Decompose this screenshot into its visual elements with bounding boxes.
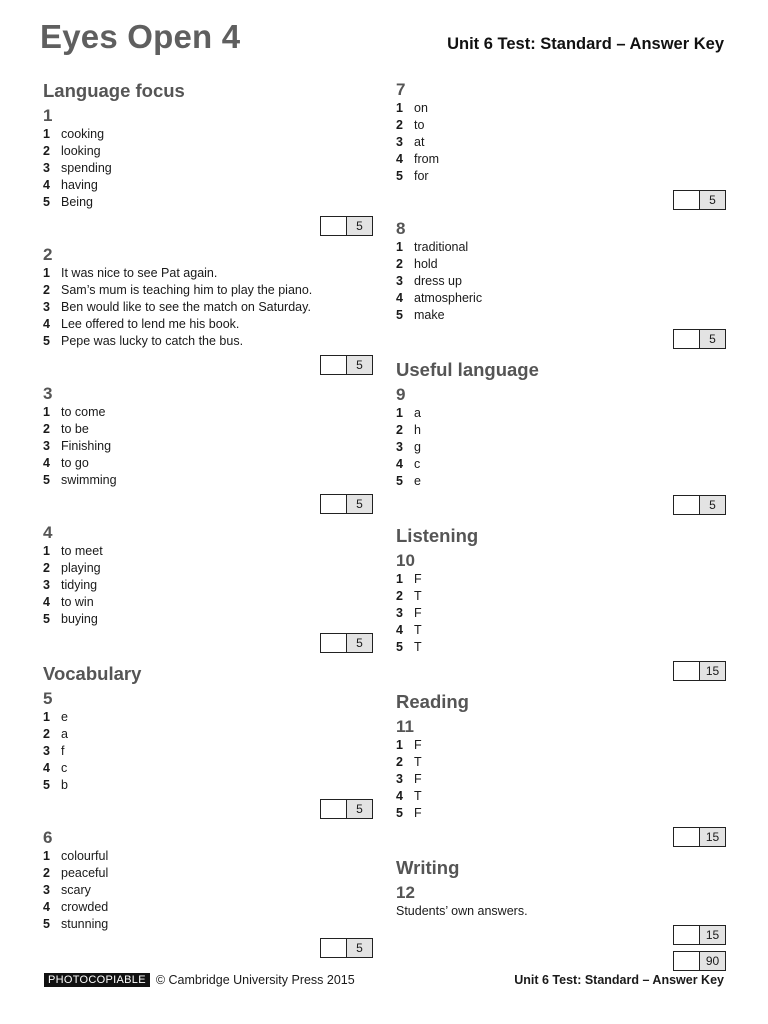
section-title: Reading: [396, 691, 469, 712]
score-row: [43, 633, 373, 655]
answer-text: c: [414, 457, 421, 471]
answer-item: [396, 456, 726, 473]
item-number: 3: [396, 274, 403, 288]
score-box: [320, 938, 373, 958]
answer-text: to meet: [61, 544, 103, 558]
footer-left: [44, 973, 355, 987]
answer-text: make: [414, 308, 445, 322]
answer-text: swimming: [61, 473, 117, 487]
answer-item: [43, 455, 373, 472]
score-value: 5: [347, 495, 372, 513]
score-row: [43, 938, 373, 960]
exercise: [43, 827, 373, 960]
answer-item: [396, 588, 726, 605]
answer-item: [396, 273, 726, 290]
answer-item: [43, 126, 373, 143]
item-number: 2: [43, 727, 50, 741]
answer-item: [43, 560, 373, 577]
answer-text: at: [414, 135, 425, 149]
exercise-number: 4: [43, 523, 53, 542]
answer-item: [43, 777, 373, 794]
answer-text: traditional: [414, 240, 469, 254]
answer-list: [43, 709, 373, 794]
answer-text: Sam’s mum is teaching him to play the piano.: [61, 283, 313, 297]
item-number: 2: [43, 283, 50, 297]
answer-text: e: [414, 474, 421, 488]
score-box: [320, 494, 373, 514]
exercise: [396, 79, 726, 212]
item-number: 1: [43, 405, 50, 419]
exercise: [43, 688, 373, 821]
exercise: [396, 384, 726, 517]
answer-item: [43, 421, 373, 438]
score-value: 15: [700, 662, 725, 680]
score-blank[interactable]: [321, 634, 347, 652]
item-number: 3: [43, 883, 50, 897]
footer-title: Unit 6 Test: Standard – Answer Key: [514, 973, 724, 987]
score-box: [673, 925, 726, 945]
answer-text: atmospheric: [414, 291, 483, 305]
item-number: 3: [43, 439, 50, 453]
score-value: 5: [347, 634, 372, 652]
answer-text: g: [414, 440, 421, 454]
answer-text: T: [414, 640, 422, 654]
score-value: 15: [700, 926, 725, 944]
section-title: Listening: [396, 525, 479, 546]
answer-text: to go: [61, 456, 89, 470]
answer-text: having: [61, 178, 98, 192]
score-row: [396, 495, 726, 517]
item-number: 2: [396, 755, 403, 769]
answer-list: [396, 100, 726, 185]
item-number: 3: [43, 578, 50, 592]
answer-item: [396, 290, 726, 307]
answer-item: [396, 151, 726, 168]
answer-item: [396, 439, 726, 456]
answer-text: Being: [61, 195, 93, 209]
answer-item: [43, 709, 373, 726]
score-value: 5: [347, 217, 372, 235]
item-number: 2: [43, 422, 50, 436]
answer-text: peaceful: [61, 866, 109, 880]
answer-item: [43, 160, 373, 177]
answer-item: [396, 100, 726, 117]
item-number: 4: [396, 623, 403, 637]
answer-text: looking: [61, 144, 101, 158]
exercise-number: 3: [43, 384, 53, 403]
item-number: 4: [396, 789, 403, 803]
answer-text: crowded: [61, 900, 109, 914]
section-title: Writing: [396, 857, 460, 878]
answer-item: [43, 577, 373, 594]
answer-item: [396, 307, 726, 324]
answer-text: a: [414, 406, 421, 420]
answer-list: [43, 265, 373, 350]
score-blank[interactable]: [321, 217, 347, 235]
answer-text: F: [414, 606, 422, 620]
score-box: [320, 355, 373, 375]
answer-text: T: [414, 789, 422, 803]
answer-item: [43, 438, 373, 455]
item-number: 3: [396, 440, 403, 454]
item-number: 5: [43, 917, 50, 931]
answer-text: a: [61, 727, 68, 741]
item-number: 5: [43, 195, 50, 209]
answer-item: [43, 143, 373, 160]
answer-list: [43, 404, 373, 489]
score-row: [43, 355, 373, 377]
item-number: 3: [43, 744, 50, 758]
item-number: 4: [396, 152, 403, 166]
item-number: 1: [396, 572, 403, 586]
copyright: © Cambridge University Press 2015: [155, 973, 355, 987]
answer-item: [43, 265, 373, 282]
score-blank[interactable]: [321, 800, 347, 818]
answer-text: T: [414, 623, 422, 637]
answer-item: [396, 473, 726, 490]
section-title: Useful language: [396, 359, 539, 380]
answer-text: Students’ own answers.: [396, 904, 528, 918]
score-row: [43, 494, 373, 516]
answer-item: [396, 805, 726, 822]
item-number: 4: [43, 317, 50, 331]
answer-text: to come: [61, 405, 106, 419]
answer-text: buying: [61, 612, 98, 626]
answer-text: F: [414, 572, 422, 586]
score-row: [396, 925, 726, 947]
answer-text: colourful: [61, 849, 109, 863]
item-number: 5: [43, 473, 50, 487]
answer-text: stunning: [61, 917, 109, 931]
answer-item: [43, 916, 373, 933]
answer-item: [396, 605, 726, 622]
answer-item: [396, 422, 726, 439]
answer-item: [396, 256, 726, 273]
answer-item: [396, 239, 726, 256]
answer-item: [43, 594, 373, 611]
item-number: 1: [43, 266, 50, 280]
item-number: 1: [43, 127, 50, 141]
score-blank[interactable]: [674, 330, 700, 348]
doc-title: Unit 6 Test: Standard – Answer Key: [447, 35, 724, 53]
exercise-number: 6: [43, 828, 53, 847]
exercise: [43, 383, 373, 516]
total-box: [673, 951, 726, 971]
item-number: 1: [396, 738, 403, 752]
answer-text: b: [61, 778, 68, 792]
answer-text: tidying: [61, 578, 98, 592]
score-box: [320, 216, 373, 236]
answer-text: It was nice to see Pat again.: [61, 266, 218, 280]
answer-item: [396, 134, 726, 151]
score-value: 5: [347, 800, 372, 818]
score-value: 5: [347, 356, 372, 374]
score-blank[interactable]: [321, 356, 347, 374]
answer-text: to be: [61, 422, 89, 436]
total-value: 90: [700, 952, 725, 970]
score-blank[interactable]: [321, 939, 347, 957]
exercise-number: 1: [43, 106, 53, 125]
total-row: [396, 951, 726, 973]
answer-text: Finishing: [61, 439, 112, 453]
item-number: 3: [43, 300, 50, 314]
answer-item: [396, 622, 726, 639]
answer-item: [396, 117, 726, 134]
exercise-number: 5: [43, 689, 53, 708]
answer-item: [43, 726, 373, 743]
item-number: 2: [43, 144, 50, 158]
answer-text: scary: [61, 883, 91, 897]
item-number: 5: [396, 308, 403, 322]
answer-text: h: [414, 423, 421, 437]
item-number: 2: [396, 589, 403, 603]
right-column: [396, 78, 726, 979]
exercise-number: 11: [396, 717, 414, 736]
exercise: [396, 716, 726, 849]
answer-text: F: [414, 806, 422, 820]
item-number: 2: [43, 866, 50, 880]
answer-item: [43, 882, 373, 899]
answer-item: [43, 743, 373, 760]
answer-text: e: [61, 710, 68, 724]
score-row: [396, 661, 726, 683]
book-title: Eyes Open 4: [40, 18, 241, 55]
score-value: 5: [700, 191, 725, 209]
answer-text: F: [414, 772, 422, 786]
exercise-number: 9: [396, 385, 406, 404]
answer-list: [43, 543, 373, 628]
answer-item: [396, 405, 726, 422]
exercise-number: 7: [396, 80, 406, 99]
score-row: [43, 799, 373, 821]
answer-item: [43, 194, 373, 211]
left-column: [43, 78, 373, 966]
score-blank[interactable]: [674, 926, 700, 944]
exercise: [43, 105, 373, 238]
exercise: [43, 522, 373, 655]
answer-text: c: [61, 761, 68, 775]
score-row: [396, 827, 726, 849]
answer-text: on: [414, 101, 428, 115]
answer-text: Pepe was lucky to catch the bus.: [61, 334, 244, 348]
exercise: [396, 218, 726, 351]
answer-item: [396, 771, 726, 788]
item-number: 1: [396, 240, 403, 254]
score-box: [673, 661, 726, 681]
item-number: 5: [396, 169, 403, 183]
answer-item: [396, 168, 726, 185]
answer-item: [396, 754, 726, 771]
item-number: 4: [43, 178, 50, 192]
answer-text: from: [414, 152, 439, 166]
item-number: 5: [396, 474, 403, 488]
answer-item: [396, 737, 726, 754]
answer-list: [396, 239, 726, 324]
answer-item: [396, 639, 726, 656]
answer-list: [396, 737, 726, 822]
answer-item: [43, 177, 373, 194]
item-number: 4: [396, 291, 403, 305]
item-number: 5: [43, 612, 50, 626]
answer-item: [43, 333, 373, 350]
item-number: 3: [396, 606, 403, 620]
item-number: 1: [43, 849, 50, 863]
answer-item: [43, 848, 373, 865]
answer-item: [43, 543, 373, 560]
item-number: 5: [396, 640, 403, 654]
answer-text: T: [414, 755, 422, 769]
answer-text: Ben would like to see the match on Saturday.: [61, 300, 311, 314]
score-box: [673, 495, 726, 515]
score-value: 5: [700, 496, 725, 514]
score-row: [396, 190, 726, 212]
score-blank[interactable]: [674, 496, 700, 514]
item-number: 5: [43, 778, 50, 792]
answer-text: F: [414, 738, 422, 752]
answer-text: cooking: [61, 127, 105, 141]
score-blank[interactable]: [674, 662, 700, 680]
score-value: 5: [347, 939, 372, 957]
item-number: 3: [43, 161, 50, 175]
answer-text: spending: [61, 161, 112, 175]
answer-text: to win: [61, 595, 94, 609]
answer-item: [43, 899, 373, 916]
exercise: [396, 550, 726, 683]
item-number: 2: [43, 561, 50, 575]
score-box: [320, 799, 373, 819]
item-number: 1: [396, 101, 403, 115]
total-blank[interactable]: [674, 952, 700, 970]
score-box: [673, 329, 726, 349]
item-number: 3: [396, 135, 403, 149]
answer-text: hold: [414, 257, 438, 271]
item-number: 4: [396, 457, 403, 471]
item-number: 2: [396, 423, 403, 437]
exercise-number: 8: [396, 219, 406, 238]
answer-item: [396, 571, 726, 588]
section-title: Vocabulary: [43, 663, 142, 684]
answer-text: T: [414, 589, 422, 603]
answer-list: [396, 405, 726, 490]
answer-item: [43, 611, 373, 628]
score-value: 15: [700, 828, 725, 846]
item-number: 1: [43, 544, 50, 558]
answer-item: [43, 865, 373, 882]
answer-text: playing: [61, 561, 101, 575]
exercise: [43, 244, 373, 377]
exercise-number: 2: [43, 245, 53, 264]
section-title: Language focus: [43, 80, 185, 101]
score-box: [320, 633, 373, 653]
exercise-12: [396, 882, 726, 973]
score-row: [43, 216, 373, 238]
answer-text: f: [61, 744, 65, 758]
item-number: 1: [396, 406, 403, 420]
answer-text: to: [414, 118, 425, 132]
item-number: 4: [43, 900, 50, 914]
answer-text: for: [414, 169, 429, 183]
score-box: [673, 190, 726, 210]
answer-item: [43, 282, 373, 299]
answer-list: [396, 571, 726, 656]
answer-item: [43, 316, 373, 333]
answer-item: [43, 299, 373, 316]
exercise-number: 12: [396, 883, 415, 902]
item-number: 5: [43, 334, 50, 348]
score-blank[interactable]: [674, 828, 700, 846]
answer-list: [43, 126, 373, 211]
item-number: 1: [43, 710, 50, 724]
answer-item: [396, 788, 726, 805]
answer-item: [43, 760, 373, 777]
answer-item: [43, 472, 373, 489]
item-number: 3: [396, 772, 403, 786]
answer-item: [43, 404, 373, 421]
item-number: 2: [396, 257, 403, 271]
answer-text: Lee offered to lend me his book.: [61, 317, 240, 331]
score-value: 5: [700, 330, 725, 348]
exercise-number: 10: [396, 551, 415, 570]
item-number: 4: [43, 761, 50, 775]
score-row: [396, 329, 726, 351]
photocopiable-badge: PHOTOCOPIABLE: [44, 973, 150, 987]
item-number: 2: [396, 118, 403, 132]
score-box: [673, 827, 726, 847]
item-number: 4: [43, 456, 50, 470]
item-number: 4: [43, 595, 50, 609]
score-blank[interactable]: [674, 191, 700, 209]
score-blank[interactable]: [321, 495, 347, 513]
item-number: 5: [396, 806, 403, 820]
answer-list: [43, 848, 373, 933]
answer-text: dress up: [414, 274, 462, 288]
